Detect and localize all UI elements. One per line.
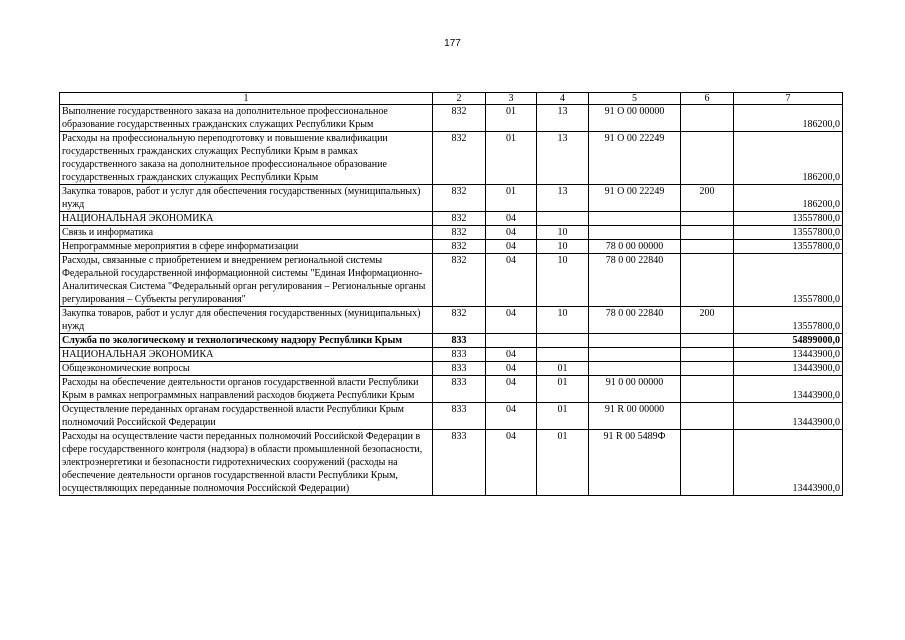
row-rz: 04: [486, 240, 537, 254]
row-name: НАЦИОНАЛЬНАЯ ЭКОНОМИКА: [60, 348, 433, 362]
row-csr: [589, 362, 681, 376]
row-name: Выполнение государственного заказа на дополнительное профессиональное образование государственных гражданских служащих Республики Крым: [60, 105, 433, 132]
row-gr: 833: [433, 430, 486, 496]
row-rz: 01: [486, 132, 537, 185]
row-csr: 78 0 00 00000: [589, 240, 681, 254]
row-amount: 13443900,0: [734, 376, 843, 403]
row-pr: 10: [537, 254, 589, 307]
row-name: Расходы, связанные с приобретением и внедрением региональной системы Федеральной государственной информационной системы "Единая Информационно-Аналитическая Система "Федеральный орган регулирования – Региональные органы регулирования – Субъекты регулирования": [60, 254, 433, 307]
column-header: 7: [734, 93, 843, 105]
row-rz: 04: [486, 430, 537, 496]
row-pr: 13: [537, 105, 589, 132]
row-pr: 13: [537, 132, 589, 185]
row-rz: 04: [486, 376, 537, 403]
row-csr: 91 О 00 22249: [589, 185, 681, 212]
row-vr: [681, 105, 734, 132]
row-amount: 13443900,0: [734, 362, 843, 376]
row-vr: [681, 254, 734, 307]
row-vr: [681, 376, 734, 403]
column-header: 2: [433, 93, 486, 105]
row-gr: 833: [433, 334, 486, 348]
table-row: [60, 240, 843, 254]
row-csr: [589, 348, 681, 362]
row-amount: 13557800,0: [734, 240, 843, 254]
row-name: Осуществление переданных органам государственной власти Республики Крым полномочий Российской Федерации: [60, 403, 433, 430]
row-amount: 13443900,0: [734, 430, 843, 496]
column-header: 4: [537, 93, 589, 105]
row-pr: 13: [537, 185, 589, 212]
row-csr: 91 О 00 22249: [589, 132, 681, 185]
row-name: Расходы на осуществление части переданных полномочий Российской Федерации в сфере государственного контроля (надзора) в области промышленной безопасности, электроэнергетики и безопасности гидротехнических сооружений (расходы на обеспечение деятельности органов государственной власти Республики Крым, осуществляющих переданные полномочия Российской Федерации): [60, 430, 433, 496]
row-name: Расходы на профессиональную переподготовку и повышение квалификации государственных гражданских служащих Республики Крым в рамках государственного заказа на дополнительное профессиональное образование государственных гражданских служащих Республики Крым: [60, 132, 433, 185]
table-row: [60, 132, 843, 185]
row-vr: [681, 226, 734, 240]
row-pr: 01: [537, 376, 589, 403]
row-pr: 01: [537, 403, 589, 430]
row-amount: 186200,0: [734, 132, 843, 185]
row-pr: 01: [537, 362, 589, 376]
row-pr: 01: [537, 430, 589, 496]
row-vr: [681, 240, 734, 254]
row-name: Связь и информатика: [60, 226, 433, 240]
row-csr: 91 R 00 5489Ф: [589, 430, 681, 496]
table-row: [60, 185, 843, 212]
row-name: НАЦИОНАЛЬНАЯ ЭКОНОМИКА: [60, 212, 433, 226]
row-rz: 04: [486, 212, 537, 226]
row-rz: 04: [486, 362, 537, 376]
table-row: [60, 430, 843, 496]
table-row: [60, 376, 843, 403]
table-row: [60, 403, 843, 430]
row-gr: 832: [433, 240, 486, 254]
row-rz: 04: [486, 226, 537, 240]
table-row: [60, 254, 843, 307]
row-vr: [681, 430, 734, 496]
row-rz: 04: [486, 348, 537, 362]
row-amount: 13443900,0: [734, 403, 843, 430]
row-name: Закупка товаров, работ и услуг для обеспечения государственных (муниципальных) нужд: [60, 307, 433, 334]
row-rz: 01: [486, 105, 537, 132]
row-pr: 10: [537, 226, 589, 240]
row-gr: 832: [433, 307, 486, 334]
table-row: [60, 212, 843, 226]
row-gr: 832: [433, 132, 486, 185]
column-header: 3: [486, 93, 537, 105]
table-row: [60, 348, 843, 362]
row-name: Закупка товаров, работ и услуг для обеспечения государственных (муниципальных) нужд: [60, 185, 433, 212]
row-vr: 200: [681, 307, 734, 334]
row-gr: 832: [433, 254, 486, 307]
row-csr: 91 0 00 00000: [589, 376, 681, 403]
row-pr: 10: [537, 240, 589, 254]
row-csr: 91 О 00 00000: [589, 105, 681, 132]
table-header-row: [60, 93, 843, 105]
row-name: Расходы на обеспечение деятельности органов государственной власти Республики Крым в рамках непрограммных направлений расходов бюджета Республики Крым: [60, 376, 433, 403]
row-amount: 186200,0: [734, 105, 843, 132]
row-amount: 13557800,0: [734, 254, 843, 307]
row-vr: [681, 348, 734, 362]
row-amount: 13557800,0: [734, 212, 843, 226]
row-gr: 833: [433, 376, 486, 403]
row-name: Непрограммные мероприятия в сфере информатизации: [60, 240, 433, 254]
table-row: [60, 105, 843, 132]
row-amount: 13557800,0: [734, 226, 843, 240]
row-pr: [537, 212, 589, 226]
row-gr: 833: [433, 403, 486, 430]
row-gr: 832: [433, 212, 486, 226]
row-pr: [537, 348, 589, 362]
table-row: [60, 307, 843, 334]
row-vr: 200: [681, 185, 734, 212]
row-csr: 78 0 00 22840: [589, 307, 681, 334]
row-rz: 01: [486, 185, 537, 212]
row-rz: 04: [486, 254, 537, 307]
row-csr: [589, 226, 681, 240]
row-vr: [681, 132, 734, 185]
row-gr: 833: [433, 348, 486, 362]
row-csr: 78 0 00 22840: [589, 254, 681, 307]
row-rz: 04: [486, 403, 537, 430]
row-gr: 832: [433, 105, 486, 132]
row-rz: [486, 334, 537, 348]
row-pr: 10: [537, 307, 589, 334]
row-vr: [681, 212, 734, 226]
table-row: [60, 362, 843, 376]
row-vr: [681, 403, 734, 430]
table-row: [60, 334, 843, 348]
row-csr: 91 R 00 00000: [589, 403, 681, 430]
row-pr: [537, 334, 589, 348]
row-rz: 04: [486, 307, 537, 334]
row-vr: [681, 334, 734, 348]
row-amount: 13443900,0: [734, 348, 843, 362]
row-vr: [681, 362, 734, 376]
row-amount: 186200,0: [734, 185, 843, 212]
row-amount: 54899000,0: [734, 334, 843, 348]
table-row: [60, 226, 843, 240]
column-header: 5: [589, 93, 681, 105]
row-name: Общеэкономические вопросы: [60, 362, 433, 376]
row-csr: [589, 334, 681, 348]
row-gr: 833: [433, 362, 486, 376]
row-name: Служба по экологическому и технологическому надзору Республики Крым: [60, 334, 433, 348]
row-gr: 832: [433, 226, 486, 240]
column-header: 1: [60, 93, 433, 105]
page-number: 177: [444, 38, 461, 49]
row-amount: 13557800,0: [734, 307, 843, 334]
row-csr: [589, 212, 681, 226]
budget-table: [59, 92, 843, 496]
column-header: 6: [681, 93, 734, 105]
row-gr: 832: [433, 185, 486, 212]
